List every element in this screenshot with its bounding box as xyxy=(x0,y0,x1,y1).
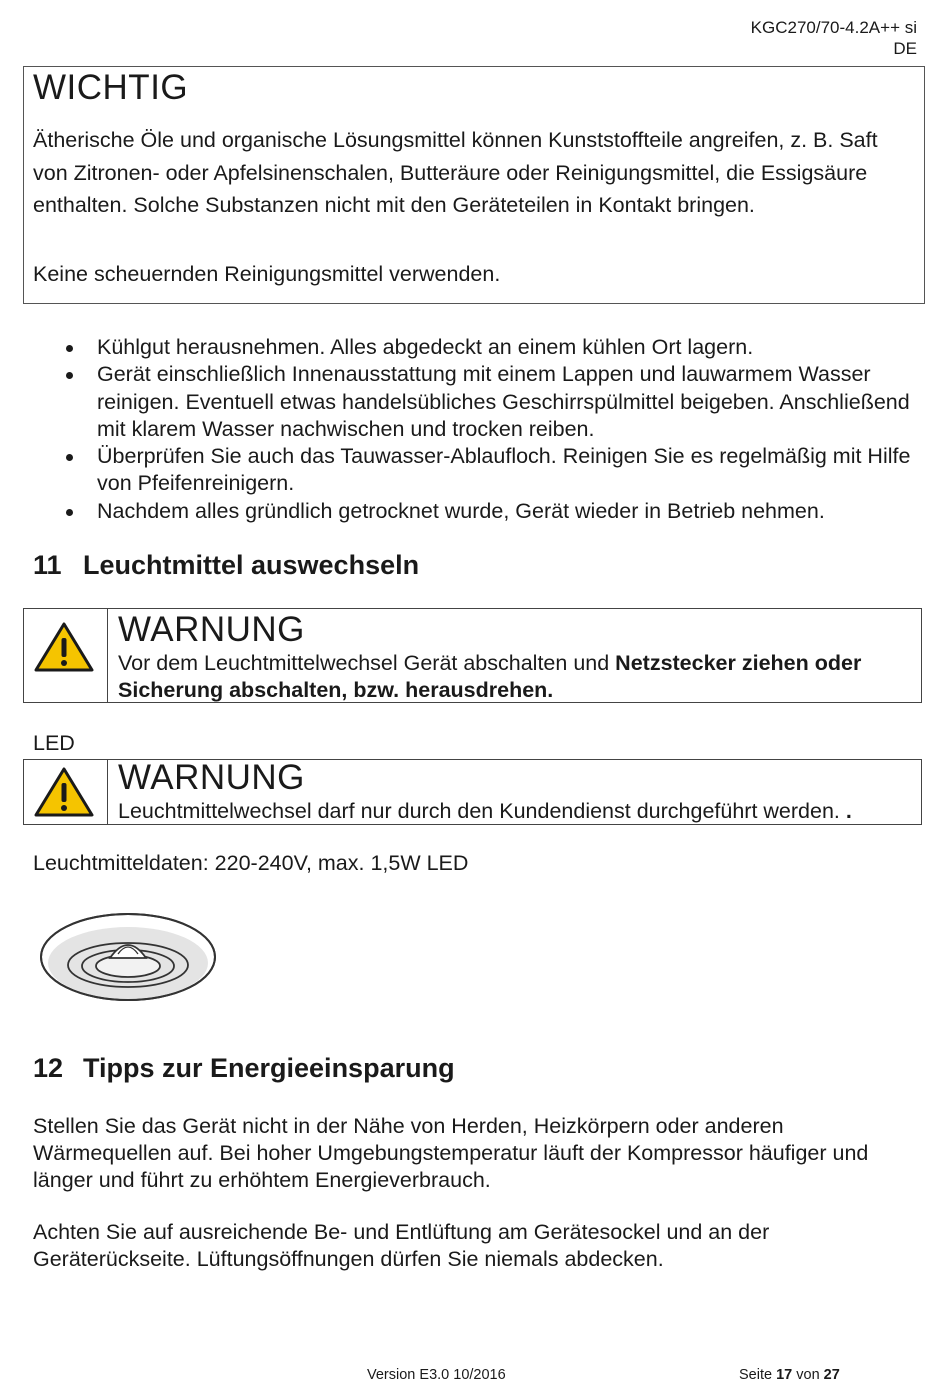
lamp-data: Leuchtmitteldaten: 220-240V, max. 1,5W LED xyxy=(33,851,469,875)
list-item-text: Überprüfen Sie auch das Tauwasser-Ablaufloch. Reinigen Sie es regelmäßig mit Hilfe von Pfeifenreinigern. xyxy=(97,444,911,496)
page-separator: von xyxy=(792,1367,824,1383)
warning-text xyxy=(118,798,918,825)
page-current: 17 xyxy=(776,1367,793,1383)
list-item xyxy=(33,443,933,498)
energy-paragraph-2: Achten Sie auf ausreichende Be- und Entlüftung am Gerätesockel und an der Geräterückseite. Lüftungsöffnungen dürfen Sie niemals abdecken. xyxy=(33,1220,770,1271)
section-12-heading xyxy=(33,1053,455,1084)
warning-text-plain: Leuchtmittelwechsel darf nur durch den Kundendienst durchgeführt werden. xyxy=(118,799,840,823)
warning-box-2 xyxy=(23,759,922,825)
energy-paragraph-1: Stellen Sie das Gerät nicht in der Nähe von Herden, Heizkörpern oder anderen Wärmequellen auf. Bei hoher Umgebungstemperatur läuft der Kompressor häufiger und länger und führt zu erhöhtem Energieverbrauch. xyxy=(33,1114,869,1192)
page-total: 27 xyxy=(823,1367,840,1383)
footer-page-number xyxy=(739,1367,840,1383)
section-number: 11 xyxy=(33,550,62,580)
led-lamp-illustration xyxy=(40,910,220,1005)
section-number: 12 xyxy=(33,1053,64,1083)
page-prefix: Seite xyxy=(739,1367,777,1383)
list-item-text: Nachdem alles gründlich getrocknet wurde, Gerät wieder in Betrieb nehmen. xyxy=(97,498,825,523)
led-label: LED xyxy=(33,731,75,755)
model-number: KGC270/70-4.2A++ si xyxy=(750,18,917,37)
section-title: Tipps zur Energieeinsparung xyxy=(83,1053,455,1083)
bullet-icon xyxy=(66,509,73,516)
bullet-icon xyxy=(66,372,73,379)
important-title: WICHTIG xyxy=(33,68,189,107)
bullet-icon xyxy=(66,454,73,461)
warning-box-1 xyxy=(23,608,922,703)
language-code: DE xyxy=(893,39,917,58)
warning-divider xyxy=(107,760,108,824)
important-text-2: Keine scheuernden Reinigungsmittel verwenden. xyxy=(33,262,501,286)
bullet-icon xyxy=(66,345,73,352)
cleaning-steps-list xyxy=(33,334,933,525)
warning-title: WARNUNG xyxy=(118,610,305,649)
list-item-text: Gerät einschließlich Innenausstattung mit einem Lappen und lauwarmem Wasser reinigen. Eventuell etwas handelsübliches Geschirrspülmittel beigeben. Anschließend mit klarem Wasser nachwischen und trocken reiben. xyxy=(97,362,910,441)
list-item-text: Kühlgut herausnehmen. Alles abgedeckt an einem kühlen Ort lagern. xyxy=(97,335,754,359)
warning-text xyxy=(118,650,908,704)
document-header xyxy=(751,17,917,59)
list-item xyxy=(33,498,933,525)
footer-version: Version E3.0 10/2016 xyxy=(367,1367,506,1383)
warning-triangle-icon xyxy=(33,621,95,673)
warning-text-bold: . xyxy=(839,799,852,823)
warning-triangle-icon xyxy=(33,766,95,818)
section-11-heading xyxy=(33,550,419,581)
section-title: Leuchtmittel auswechseln xyxy=(83,550,420,580)
warning-text-bold: Netzstecker ziehen oder Sicherung abschalten, bzw. herausdrehen. xyxy=(118,651,862,702)
list-item xyxy=(33,334,933,361)
list-item xyxy=(33,361,933,443)
warning-text-plain: Vor dem Leuchtmittelwechsel Gerät abschalten und xyxy=(118,651,616,675)
warning-divider xyxy=(107,609,108,702)
important-text: Ätherische Öle und organische Lösungsmittel können Kunststoffteile angreifen, z. B. Saft von Zitronen- oder Apfelsinenschalen, Butteräure oder Reinigungsmittel, die Essigsäure enthalten. Solche Substanzen nicht mit den Geräteteilen in Kontakt bringen. xyxy=(33,128,878,217)
warning-title: WARNUNG xyxy=(118,758,305,797)
